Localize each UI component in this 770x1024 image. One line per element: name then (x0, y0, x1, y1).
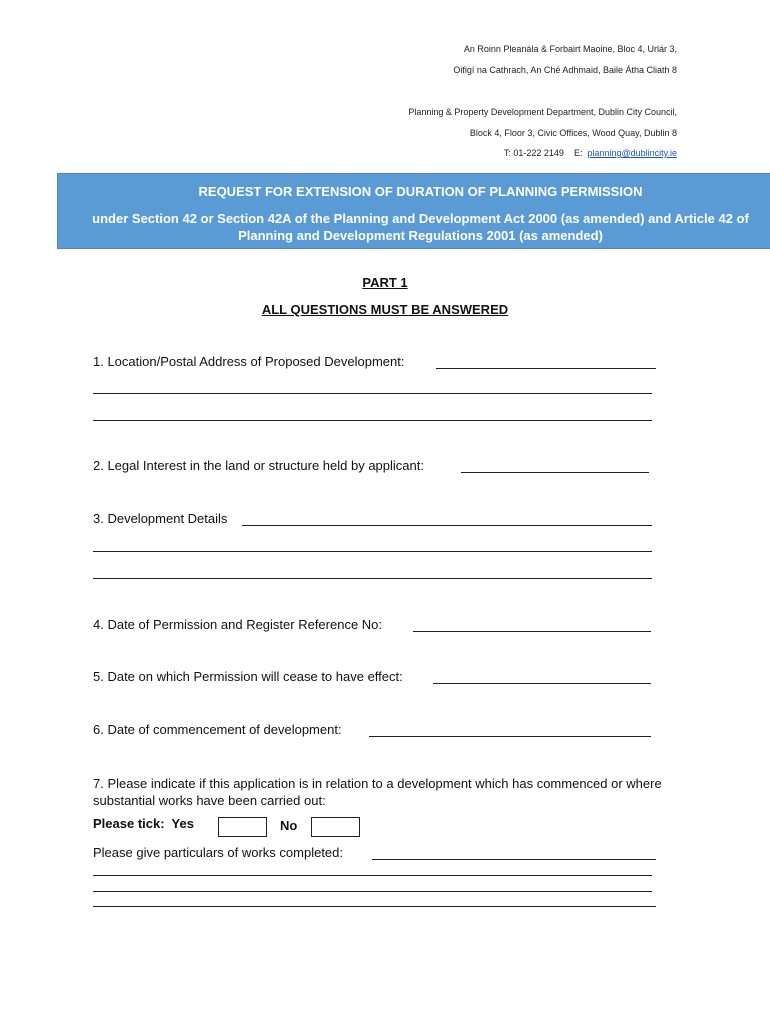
header-address-irish-1: An Roinn Pleanála & Forbairt Maoine, Bloc 4, Urlár 3, (463, 44, 677, 54)
part-title: PART 1 (362, 275, 408, 290)
question-7-label: 7. Please indicate if this application is in relation to a development which has commenced or where substantial works have been carried out: (93, 776, 662, 808)
header-contact (504, 148, 677, 158)
tick-row (93, 816, 194, 831)
question-2-answer-line[interactable] (461, 472, 649, 473)
tick-yes-label: Yes (171, 816, 194, 831)
tick-no-label: No (280, 818, 298, 833)
question-1-answer-line-3[interactable] (93, 420, 652, 421)
header-email-link[interactable]: planning@dublincity.ie (587, 148, 677, 158)
header-address-irish-2: Oifigí na Cathrach, An Ché Adhmaid, Baile Átha Cliath 8 (453, 65, 677, 75)
question-3-label: 3. Development Details (93, 511, 228, 526)
particulars-answer-line-4[interactable] (93, 906, 656, 907)
particulars-answer-line[interactable] (372, 859, 656, 860)
tick-no-box[interactable] (311, 817, 360, 837)
question-1-answer-line[interactable] (436, 368, 656, 369)
question-4-answer-line[interactable] (413, 631, 651, 632)
question-3-answer-line[interactable] (242, 525, 652, 526)
question-6-label: 6. Date of commencement of development: (93, 722, 342, 737)
question-6-answer-line[interactable] (369, 736, 651, 737)
question-5-answer-line[interactable] (433, 683, 651, 684)
header-email-label: E: (573, 148, 583, 158)
particulars-answer-line-3[interactable] (93, 891, 652, 892)
header-phone: T: 01-222 2149 (503, 148, 564, 158)
header-address-english-1: Planning & Property Development Department, Dublin City Council, (408, 107, 677, 117)
banner-title: REQUEST FOR EXTENSION OF DURATION OF PLANNING PERMISSION (198, 184, 643, 199)
question-2-label: 2. Legal Interest in the land or structure held by applicant: (93, 458, 424, 473)
question-1-answer-line-2[interactable] (93, 393, 652, 394)
particulars-answer-line-2[interactable] (93, 875, 652, 876)
banner-subtitle: under Section 42 or Section 42A of the Planning and Development Act 2000 (as amended) and Article 42 of Planning and Development Regulations 2001 (as amended) (92, 211, 749, 243)
tick-label: Please tick: (93, 816, 165, 831)
question-1-label: 1. Location/Postal Address of Proposed Development: (93, 354, 405, 369)
part-instruction: ALL QUESTIONS MUST BE ANSWERED (261, 302, 509, 317)
header-address-english-2: Block 4, Floor 3, Civic Offices, Wood Quay, Dublin 8 (469, 128, 677, 138)
question-3-answer-line-3[interactable] (93, 578, 652, 579)
particulars-label: Please give particulars of works completed: (93, 845, 344, 860)
question-5-label: 5. Date on which Permission will cease to have effect: (93, 669, 403, 684)
question-4-label: 4. Date of Permission and Register Reference No: (93, 617, 383, 632)
tick-yes-box[interactable] (218, 817, 267, 837)
question-3-answer-line-2[interactable] (93, 551, 652, 552)
title-banner (57, 173, 770, 249)
